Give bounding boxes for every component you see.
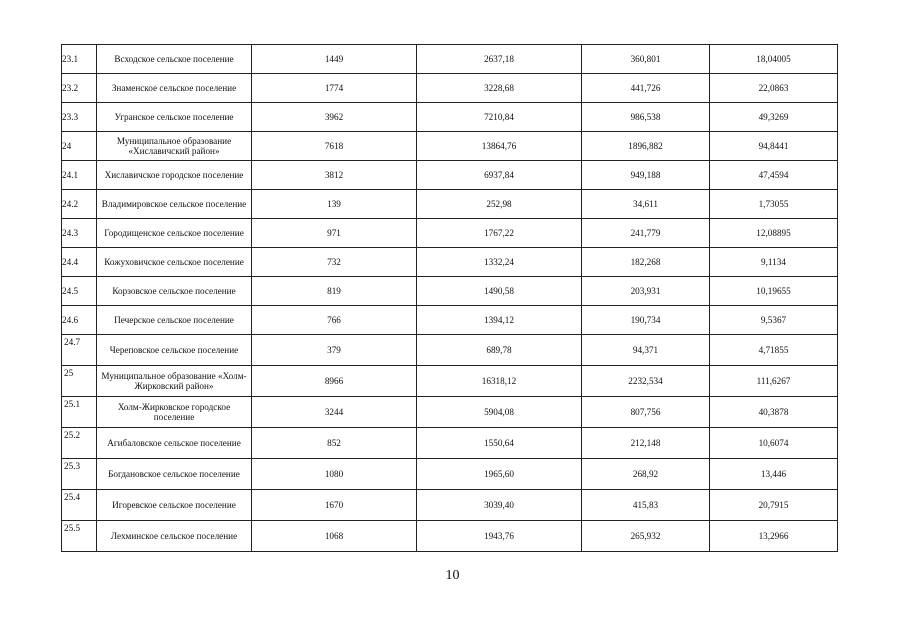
value-4-cell: 10,19655 xyxy=(710,277,838,306)
table-row xyxy=(62,397,838,428)
settlement-name-cell: Муниципальное образование «Холм-Жирковский район» xyxy=(97,366,252,397)
value-4-cell: 10,6074 xyxy=(710,428,838,459)
value-2-cell: 1332,24 xyxy=(417,248,582,277)
value-2-cell: 1965,60 xyxy=(417,459,582,490)
settlement-name-cell: Игоревское сельское поселение xyxy=(97,490,252,521)
table-row xyxy=(62,277,838,306)
value-4-cell: 9,1134 xyxy=(710,248,838,277)
value-2-cell: 1394,12 xyxy=(417,306,582,335)
value-3-cell: 265,932 xyxy=(582,521,710,552)
settlement-name-cell: Лехминское сельское поселение xyxy=(97,521,252,552)
value-3-cell: 415,83 xyxy=(582,490,710,521)
table-row xyxy=(62,190,838,219)
value-2-cell: 1490,58 xyxy=(417,277,582,306)
settlement-name-cell: Всходское сельское поселение xyxy=(97,45,252,74)
value-2-cell: 6937,84 xyxy=(417,161,582,190)
row-number-cell: 25.5 xyxy=(62,521,97,552)
value-1-cell: 1449 xyxy=(252,45,417,74)
value-3-cell: 241,779 xyxy=(582,219,710,248)
settlement-name-cell: Череповское сельское поселение xyxy=(97,335,252,366)
settlement-name-cell: Угранское сельское поселение xyxy=(97,103,252,132)
value-2-cell: 16318,12 xyxy=(417,366,582,397)
row-number-cell: 25.2 xyxy=(62,428,97,459)
value-2-cell: 2637,18 xyxy=(417,45,582,74)
table-row xyxy=(62,161,838,190)
row-number-cell: 23.1 xyxy=(62,45,97,74)
table-row xyxy=(62,219,838,248)
settlement-name-cell: Владимировское сельское поселение xyxy=(97,190,252,219)
value-3-cell: 807,756 xyxy=(582,397,710,428)
value-3-cell: 949,188 xyxy=(582,161,710,190)
settlement-name-cell: Корзовское сельское поселение xyxy=(97,277,252,306)
value-1-cell: 3244 xyxy=(252,397,417,428)
value-4-cell: 9,5367 xyxy=(710,306,838,335)
settlement-name-cell: Городищенское сельское поселение xyxy=(97,219,252,248)
settlement-name-cell: Знаменское сельское поселение xyxy=(97,74,252,103)
table-row xyxy=(62,132,838,161)
table-body xyxy=(62,45,838,552)
value-3-cell: 268,92 xyxy=(582,459,710,490)
value-2-cell: 1767,22 xyxy=(417,219,582,248)
settlement-name-cell: Печерское сельское поселение xyxy=(97,306,252,335)
value-4-cell: 40,3878 xyxy=(710,397,838,428)
settlement-name-cell: Холм-Жирковское городское поселение xyxy=(97,397,252,428)
row-number-cell: 23.2 xyxy=(62,74,97,103)
value-4-cell: 4,71855 xyxy=(710,335,838,366)
value-4-cell: 111,6267 xyxy=(710,366,838,397)
value-1-cell: 819 xyxy=(252,277,417,306)
value-1-cell: 3962 xyxy=(252,103,417,132)
value-4-cell: 49,3269 xyxy=(710,103,838,132)
value-1-cell: 1068 xyxy=(252,521,417,552)
settlement-name-cell: Агибаловское сельское поселение xyxy=(97,428,252,459)
table-row xyxy=(62,74,838,103)
settlement-name-cell: Хиславичское городское поселение xyxy=(97,161,252,190)
row-number-cell: 24.2 xyxy=(62,190,97,219)
value-2-cell: 1943,76 xyxy=(417,521,582,552)
value-1-cell: 766 xyxy=(252,306,417,335)
value-4-cell: 18,04005 xyxy=(710,45,838,74)
table-row xyxy=(62,459,838,490)
value-3-cell: 182,268 xyxy=(582,248,710,277)
value-4-cell: 94,8441 xyxy=(710,132,838,161)
value-1-cell: 971 xyxy=(252,219,417,248)
value-1-cell: 379 xyxy=(252,335,417,366)
value-2-cell: 3228,68 xyxy=(417,74,582,103)
value-1-cell: 8966 xyxy=(252,366,417,397)
row-number-cell: 24.7 xyxy=(62,335,97,366)
row-number-cell: 24.1 xyxy=(62,161,97,190)
value-2-cell: 13864,76 xyxy=(417,132,582,161)
value-3-cell: 94,371 xyxy=(582,335,710,366)
table-row xyxy=(62,428,838,459)
value-2-cell: 252,98 xyxy=(417,190,582,219)
value-2-cell: 689,78 xyxy=(417,335,582,366)
data-table xyxy=(61,44,838,552)
row-number-cell: 25.3 xyxy=(62,459,97,490)
value-3-cell: 34,611 xyxy=(582,190,710,219)
value-1-cell: 1774 xyxy=(252,74,417,103)
value-3-cell: 360,801 xyxy=(582,45,710,74)
row-number-cell: 23.3 xyxy=(62,103,97,132)
value-2-cell: 3039,40 xyxy=(417,490,582,521)
row-number-cell: 24.3 xyxy=(62,219,97,248)
table-row xyxy=(62,521,838,552)
settlement-name-cell: Муниципальное образование «Хиславичский район» xyxy=(97,132,252,161)
row-number-cell: 24 xyxy=(62,132,97,161)
value-4-cell: 13,446 xyxy=(710,459,838,490)
value-3-cell: 1896,882 xyxy=(582,132,710,161)
value-3-cell: 203,931 xyxy=(582,277,710,306)
value-3-cell: 986,538 xyxy=(582,103,710,132)
value-1-cell: 3812 xyxy=(252,161,417,190)
value-3-cell: 441,726 xyxy=(582,74,710,103)
value-4-cell: 22,0863 xyxy=(710,74,838,103)
row-number-cell: 24.4 xyxy=(62,248,97,277)
row-number-cell: 24.5 xyxy=(62,277,97,306)
value-1-cell: 139 xyxy=(252,190,417,219)
row-number-cell: 25.1 xyxy=(62,397,97,428)
table-row xyxy=(62,45,838,74)
value-1-cell: 732 xyxy=(252,248,417,277)
value-4-cell: 13,2966 xyxy=(710,521,838,552)
row-number-cell: 25.4 xyxy=(62,490,97,521)
page-number: 10 xyxy=(445,568,460,583)
value-4-cell: 20,7915 xyxy=(710,490,838,521)
value-3-cell: 212,148 xyxy=(582,428,710,459)
value-3-cell: 190,734 xyxy=(582,306,710,335)
value-3-cell: 2232,534 xyxy=(582,366,710,397)
value-1-cell: 1080 xyxy=(252,459,417,490)
value-1-cell: 1670 xyxy=(252,490,417,521)
value-4-cell: 12,08895 xyxy=(710,219,838,248)
value-4-cell: 1,73055 xyxy=(710,190,838,219)
table-row xyxy=(62,490,838,521)
row-number-cell: 25 xyxy=(62,366,97,397)
table-row xyxy=(62,306,838,335)
value-1-cell: 7618 xyxy=(252,132,417,161)
settlement-name-cell: Кожуховичское сельское поселение xyxy=(97,248,252,277)
table-row xyxy=(62,248,838,277)
value-1-cell: 852 xyxy=(252,428,417,459)
table-row xyxy=(62,335,838,366)
table-row xyxy=(62,103,838,132)
row-number-cell: 24.6 xyxy=(62,306,97,335)
value-2-cell: 1550,64 xyxy=(417,428,582,459)
value-2-cell: 7210,84 xyxy=(417,103,582,132)
value-2-cell: 5904,08 xyxy=(417,397,582,428)
table-row xyxy=(62,366,838,397)
settlement-name-cell: Богдановское сельское поселение xyxy=(97,459,252,490)
value-4-cell: 47,4594 xyxy=(710,161,838,190)
